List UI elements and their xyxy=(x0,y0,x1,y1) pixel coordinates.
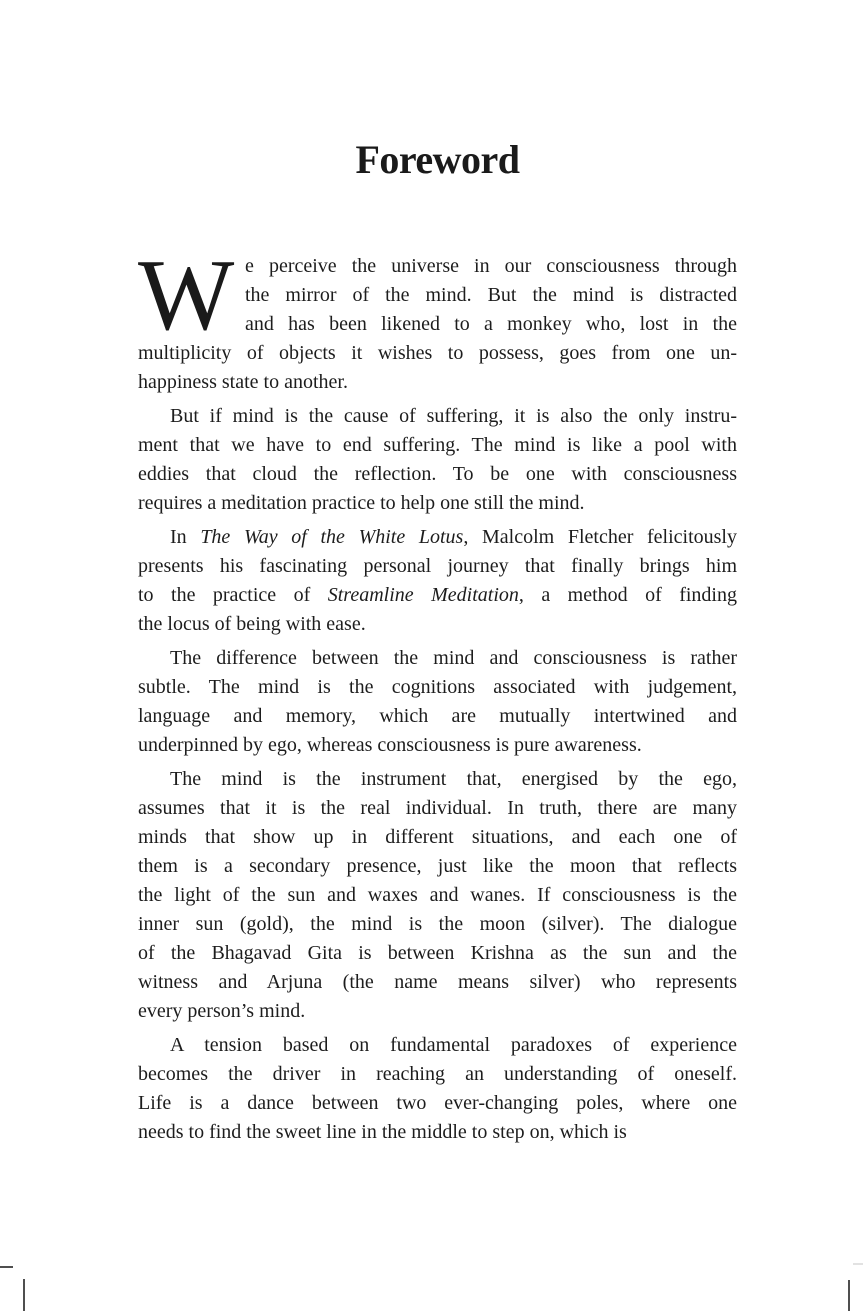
text-run: underpinned by ego, whereas consciousness is pure awareness. xyxy=(138,734,642,756)
text-run: the locus of being with ease. xyxy=(138,613,366,635)
text-run: of the Bhagavad Gita is between Krishna as the sun and the xyxy=(138,942,737,964)
text-run: happiness state to another. xyxy=(138,371,348,393)
text-line xyxy=(138,402,737,431)
text-line xyxy=(138,910,737,939)
text-run: the mirror of the mind. But the mind is distracted xyxy=(245,284,737,306)
text-line xyxy=(138,823,737,852)
text-line xyxy=(138,968,737,997)
text-line xyxy=(138,523,737,552)
text-run: , Malcolm Fletcher felicitously xyxy=(463,526,737,548)
text-line xyxy=(245,310,737,339)
text-run: assumes that it is the real individual. In truth, there are many xyxy=(138,797,737,819)
text-run: subtle. The mind is the cognitions associated with judgement, xyxy=(138,676,737,698)
text-run: presents his fascinating personal journey that finally brings him xyxy=(138,555,737,577)
text-run: becomes the driver in reaching an understanding of oneself. xyxy=(138,1063,737,1085)
text-run: eddies that cloud the reflection. To be one with consciousness xyxy=(138,463,737,485)
text-line xyxy=(138,581,737,610)
text-run: needs to find the sweet line in the middle to step on, which is xyxy=(138,1121,627,1143)
text-line xyxy=(138,852,737,881)
text-line xyxy=(138,368,737,397)
italic-text-run: The Way of the White Lotus xyxy=(200,526,464,548)
text-line xyxy=(138,731,737,760)
text-line xyxy=(138,673,737,702)
text-block xyxy=(138,239,737,1147)
text-line xyxy=(138,431,737,460)
text-line xyxy=(138,644,737,673)
paragraph xyxy=(138,523,737,639)
text-run: to the practice of xyxy=(138,584,328,606)
crop-mark-bottom-left-horizontal xyxy=(0,1266,13,1268)
page-title: Foreword xyxy=(355,137,520,182)
text-line xyxy=(138,1089,737,1118)
text-line xyxy=(138,1118,737,1147)
paragraph xyxy=(138,1031,737,1147)
crop-mark-bottom-left-vertical xyxy=(23,1279,25,1311)
text-run: But if mind is the cause of suffering, it is also the only instru- xyxy=(170,405,737,427)
text-line xyxy=(138,702,737,731)
text-line xyxy=(138,794,737,823)
text-line xyxy=(245,252,737,281)
text-line xyxy=(138,1060,737,1089)
text-run: witness and Arjuna (the name means silver) who represents xyxy=(138,971,737,993)
text-run: requires a meditation practice to help one still the mind. xyxy=(138,492,585,514)
crop-mark-bottom-right-horizontal xyxy=(853,1263,863,1265)
paragraph xyxy=(138,765,737,1026)
text-run: The mind is the instrument that, energised by the ego, xyxy=(170,768,737,790)
text-line xyxy=(245,281,737,310)
text-run: A tension based on fundamental paradoxes of experience xyxy=(170,1034,737,1056)
text-run: and has been likened to a monkey who, lost in the xyxy=(245,313,737,335)
text-line xyxy=(138,460,737,489)
text-line xyxy=(138,997,737,1026)
text-run: multiplicity of objects it wishes to possess, goes from one un- xyxy=(138,342,737,364)
text-run: them is a secondary presence, just like the moon that reflects xyxy=(138,855,737,877)
text-run: Life is a dance between two ever-changing poles, where one xyxy=(138,1092,737,1114)
text-line xyxy=(138,765,737,794)
text-run: e perceive the universe in our consciousness through xyxy=(245,255,737,277)
text-line xyxy=(138,552,737,581)
paragraph xyxy=(138,644,737,760)
text-run: minds that show up in different situations, and each one of xyxy=(138,826,737,848)
text-run: The difference between the mind and consciousness is rather xyxy=(170,647,737,669)
text-run: In xyxy=(170,526,201,548)
text-run: language and memory, which are mutually intertwined and xyxy=(138,705,737,727)
text-run: every person’s mind. xyxy=(138,1000,306,1022)
text-line xyxy=(138,489,737,518)
crop-mark-bottom-right-vertical xyxy=(848,1280,850,1311)
paragraph xyxy=(138,402,737,518)
text-line xyxy=(138,610,737,639)
drop-cap: W xyxy=(138,239,235,352)
text-line xyxy=(138,881,737,910)
text-line xyxy=(138,1031,737,1060)
text-run: ment that we have to end suffering. The mind is like a pool with xyxy=(138,434,737,456)
text-line xyxy=(138,939,737,968)
text-line xyxy=(138,339,737,368)
text-run: the light of the sun and waxes and wanes. If consciousness is the xyxy=(138,884,737,906)
paragraph xyxy=(138,239,737,397)
italic-text-run: Streamline Meditation xyxy=(327,584,519,606)
text-run: , a method of finding xyxy=(518,584,737,606)
text-run: inner sun (gold), the mind is the moon (silver). The dialogue xyxy=(138,913,737,935)
